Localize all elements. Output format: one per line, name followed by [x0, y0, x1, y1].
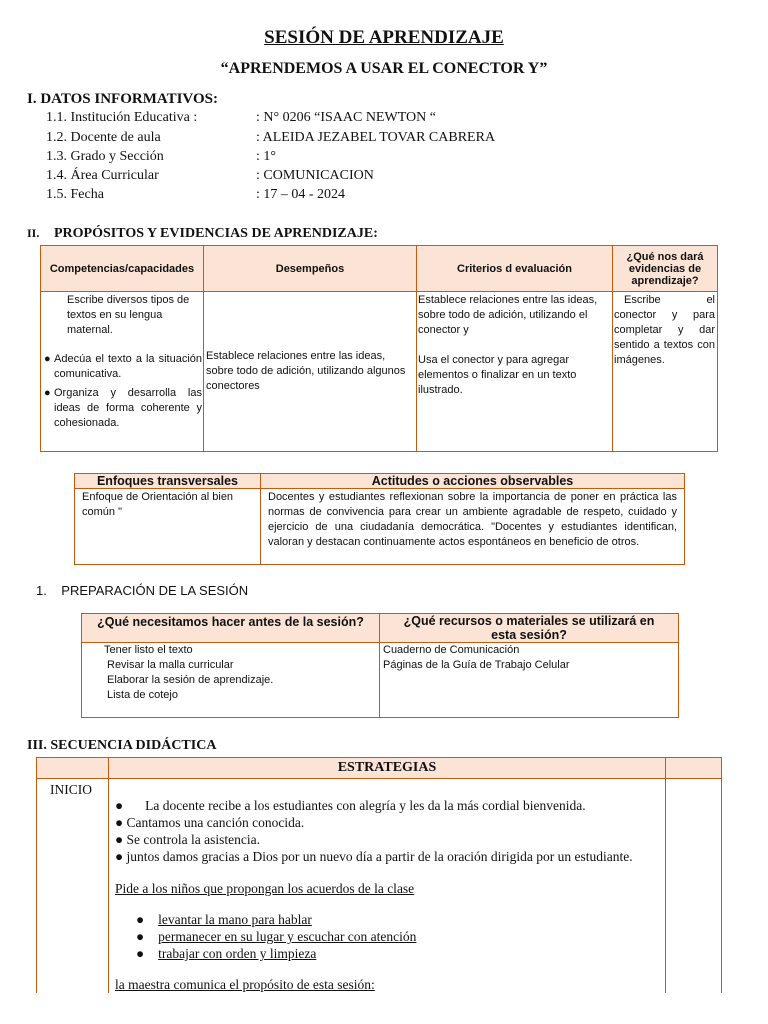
page-title: SESIÓN DE APRENDIZAJE [264, 27, 504, 48]
session-subtitle: “APRENDEMOS A USAR EL CONECTOR Y” [220, 60, 548, 77]
actitudes-cell [261, 489, 685, 565]
list-item: ● permanecer en su lugar y escuchar con atención [136, 929, 417, 944]
info-label: 1.5. Fecha [46, 187, 104, 202]
actitudes-text: Docentes y estudiantes reflexionan sobre la importancia de poner en práctica las normas de convivencia para crear un ambiente agradable de respeto, cuidado y ejercicio de una ciudadanía democrática. "Docentes y estudiantes identifican, valoran y destacan continuamente actos espontáneos en beneficio de otros. [268, 491, 677, 548]
extra-cell [666, 779, 722, 994]
moment-cell [37, 779, 109, 994]
list-item: Lista de cotejo [107, 689, 178, 701]
info-value: : 17 – 04 - 2024 [256, 187, 346, 202]
col-header: ESTRATEGIAS [109, 758, 666, 779]
info-value: : 1° [256, 149, 276, 164]
datos-heading: I. DATOS INFORMATIVOS: [27, 91, 218, 107]
evidencia-text: Escribe el conector y para completar y dar sentido a textos con imágenes. [614, 294, 715, 366]
col-header: Desempeños [204, 246, 417, 292]
recursos-cell [380, 643, 679, 718]
col-header: Competencias/capacidades [41, 246, 204, 292]
info-value: : COMUNICACION [256, 168, 374, 183]
bullet-icon: ● [115, 849, 124, 864]
enfoque-text: Enfoque de Orientación al bien común " [82, 491, 234, 518]
bullet-icon: ● [136, 929, 145, 944]
bullet-icon: ● [44, 387, 51, 399]
list-item: ● Cantamos una canción conocida. [115, 815, 305, 830]
proposito-text: la maestra comunica el propósito de esta sesión: [115, 977, 375, 992]
criterio-text: Usa el conector y para agregar elementos o finalizar en un texto ilustrado. [418, 354, 577, 396]
col-header: Criterios d evaluación [417, 246, 613, 292]
preparacion-table [81, 613, 679, 718]
list-item: Elaborar la sesión de aprendizaje. [107, 674, 274, 686]
criterio-text: Establece relaciones entre las ideas, sobre todo de adición, utilizando el conector y [418, 294, 598, 336]
bullet-icon: ● [44, 353, 51, 365]
col-header: ¿Qué nos dará evidencias de aprendizaje? [613, 246, 718, 292]
list-item: ● La docente recibe a los estudiantes con alegría y les da la más cordial bienvenida. [115, 798, 586, 813]
bullet-icon: ● [115, 798, 124, 813]
col-header-blank [666, 758, 722, 779]
bullet-icon: ● [136, 912, 145, 927]
list-item: Revisar la malla curricular [107, 659, 234, 671]
info-label: 1.4. Área Curricular [46, 168, 159, 183]
col-header: ¿Qué necesitamos hacer antes de la sesión? [82, 614, 380, 643]
list-item: ● juntos damos gracias a Dios por un nuevo día a partir de la oración dirigida por un estudiante. [115, 849, 633, 864]
secuencia-table [36, 757, 722, 993]
info-label: 1.2. Docente de aula [46, 130, 161, 145]
list-item: ● levantar la mano para hablar [136, 912, 312, 927]
desempenos-cell [204, 292, 417, 452]
enfoques-table [74, 473, 685, 565]
secuencia-heading: III. SECUENCIA DIDÁCTICA [27, 738, 217, 753]
bullet-icon: ● [115, 815, 124, 830]
preparacion-heading: 1. PREPARACIÓN DE LA SESIÓN [36, 583, 249, 598]
moment-label: INICIO [50, 782, 92, 797]
bullet-icon: ● [136, 946, 145, 961]
list-item: ● Se controla la asistencia. [115, 832, 260, 847]
info-label: 1.3. Grado y Sección [46, 149, 164, 164]
col-header: Enfoques transversales [75, 474, 261, 489]
propositos-heading [27, 226, 378, 242]
acuerdos-intro: Pide a los niños que propongan los acuerdos de la clase [115, 881, 415, 896]
info-value: : N° 0206 “ISAAC NEWTON “ [256, 110, 436, 125]
criterios-cell [417, 292, 613, 452]
info-label: 1.1. Institución Educativa : [46, 110, 198, 125]
propositos-table [40, 245, 718, 452]
col-header-blank [37, 758, 109, 779]
section-title: PROPÓSITOS Y EVIDENCIAS DE APRENDIZAJE: [54, 226, 378, 241]
list-item: ● trabajar con orden y limpieza [136, 946, 317, 961]
list-item: Páginas de la Guía de Trabajo Celular [383, 659, 570, 671]
competencia-text: Escribe diversos tipos de textos en su lengua maternal. [67, 294, 190, 336]
enfoque-cell [75, 489, 261, 565]
list-item: Cuaderno de Comunicación [383, 644, 520, 656]
antes-cell [82, 643, 380, 718]
section-number: II. [27, 226, 40, 240]
bullet-icon: ● [115, 832, 124, 847]
competencias-cell [41, 292, 204, 452]
strategies-cell [109, 779, 666, 994]
list-item: Tener listo el texto [104, 644, 193, 656]
col-header: ¿Qué recursos o materiales se utilizará en esta sesión? [380, 614, 679, 643]
list-item: ● Organiza y desarrolla las ideas de forma coherente y cohesionada. [44, 387, 202, 429]
evidencias-cell [613, 292, 718, 452]
info-value: : ALEIDA JEZABEL TOVAR CABRERA [256, 130, 496, 145]
col-header: Actitudes o acciones observables [261, 474, 685, 489]
list-item: ● Adecúa el texto a la situación comunicativa. [44, 353, 202, 380]
desempeno-text: Establece relaciones entre las ideas, sobre todo de adición, utilizando algunos conectores [206, 350, 406, 392]
